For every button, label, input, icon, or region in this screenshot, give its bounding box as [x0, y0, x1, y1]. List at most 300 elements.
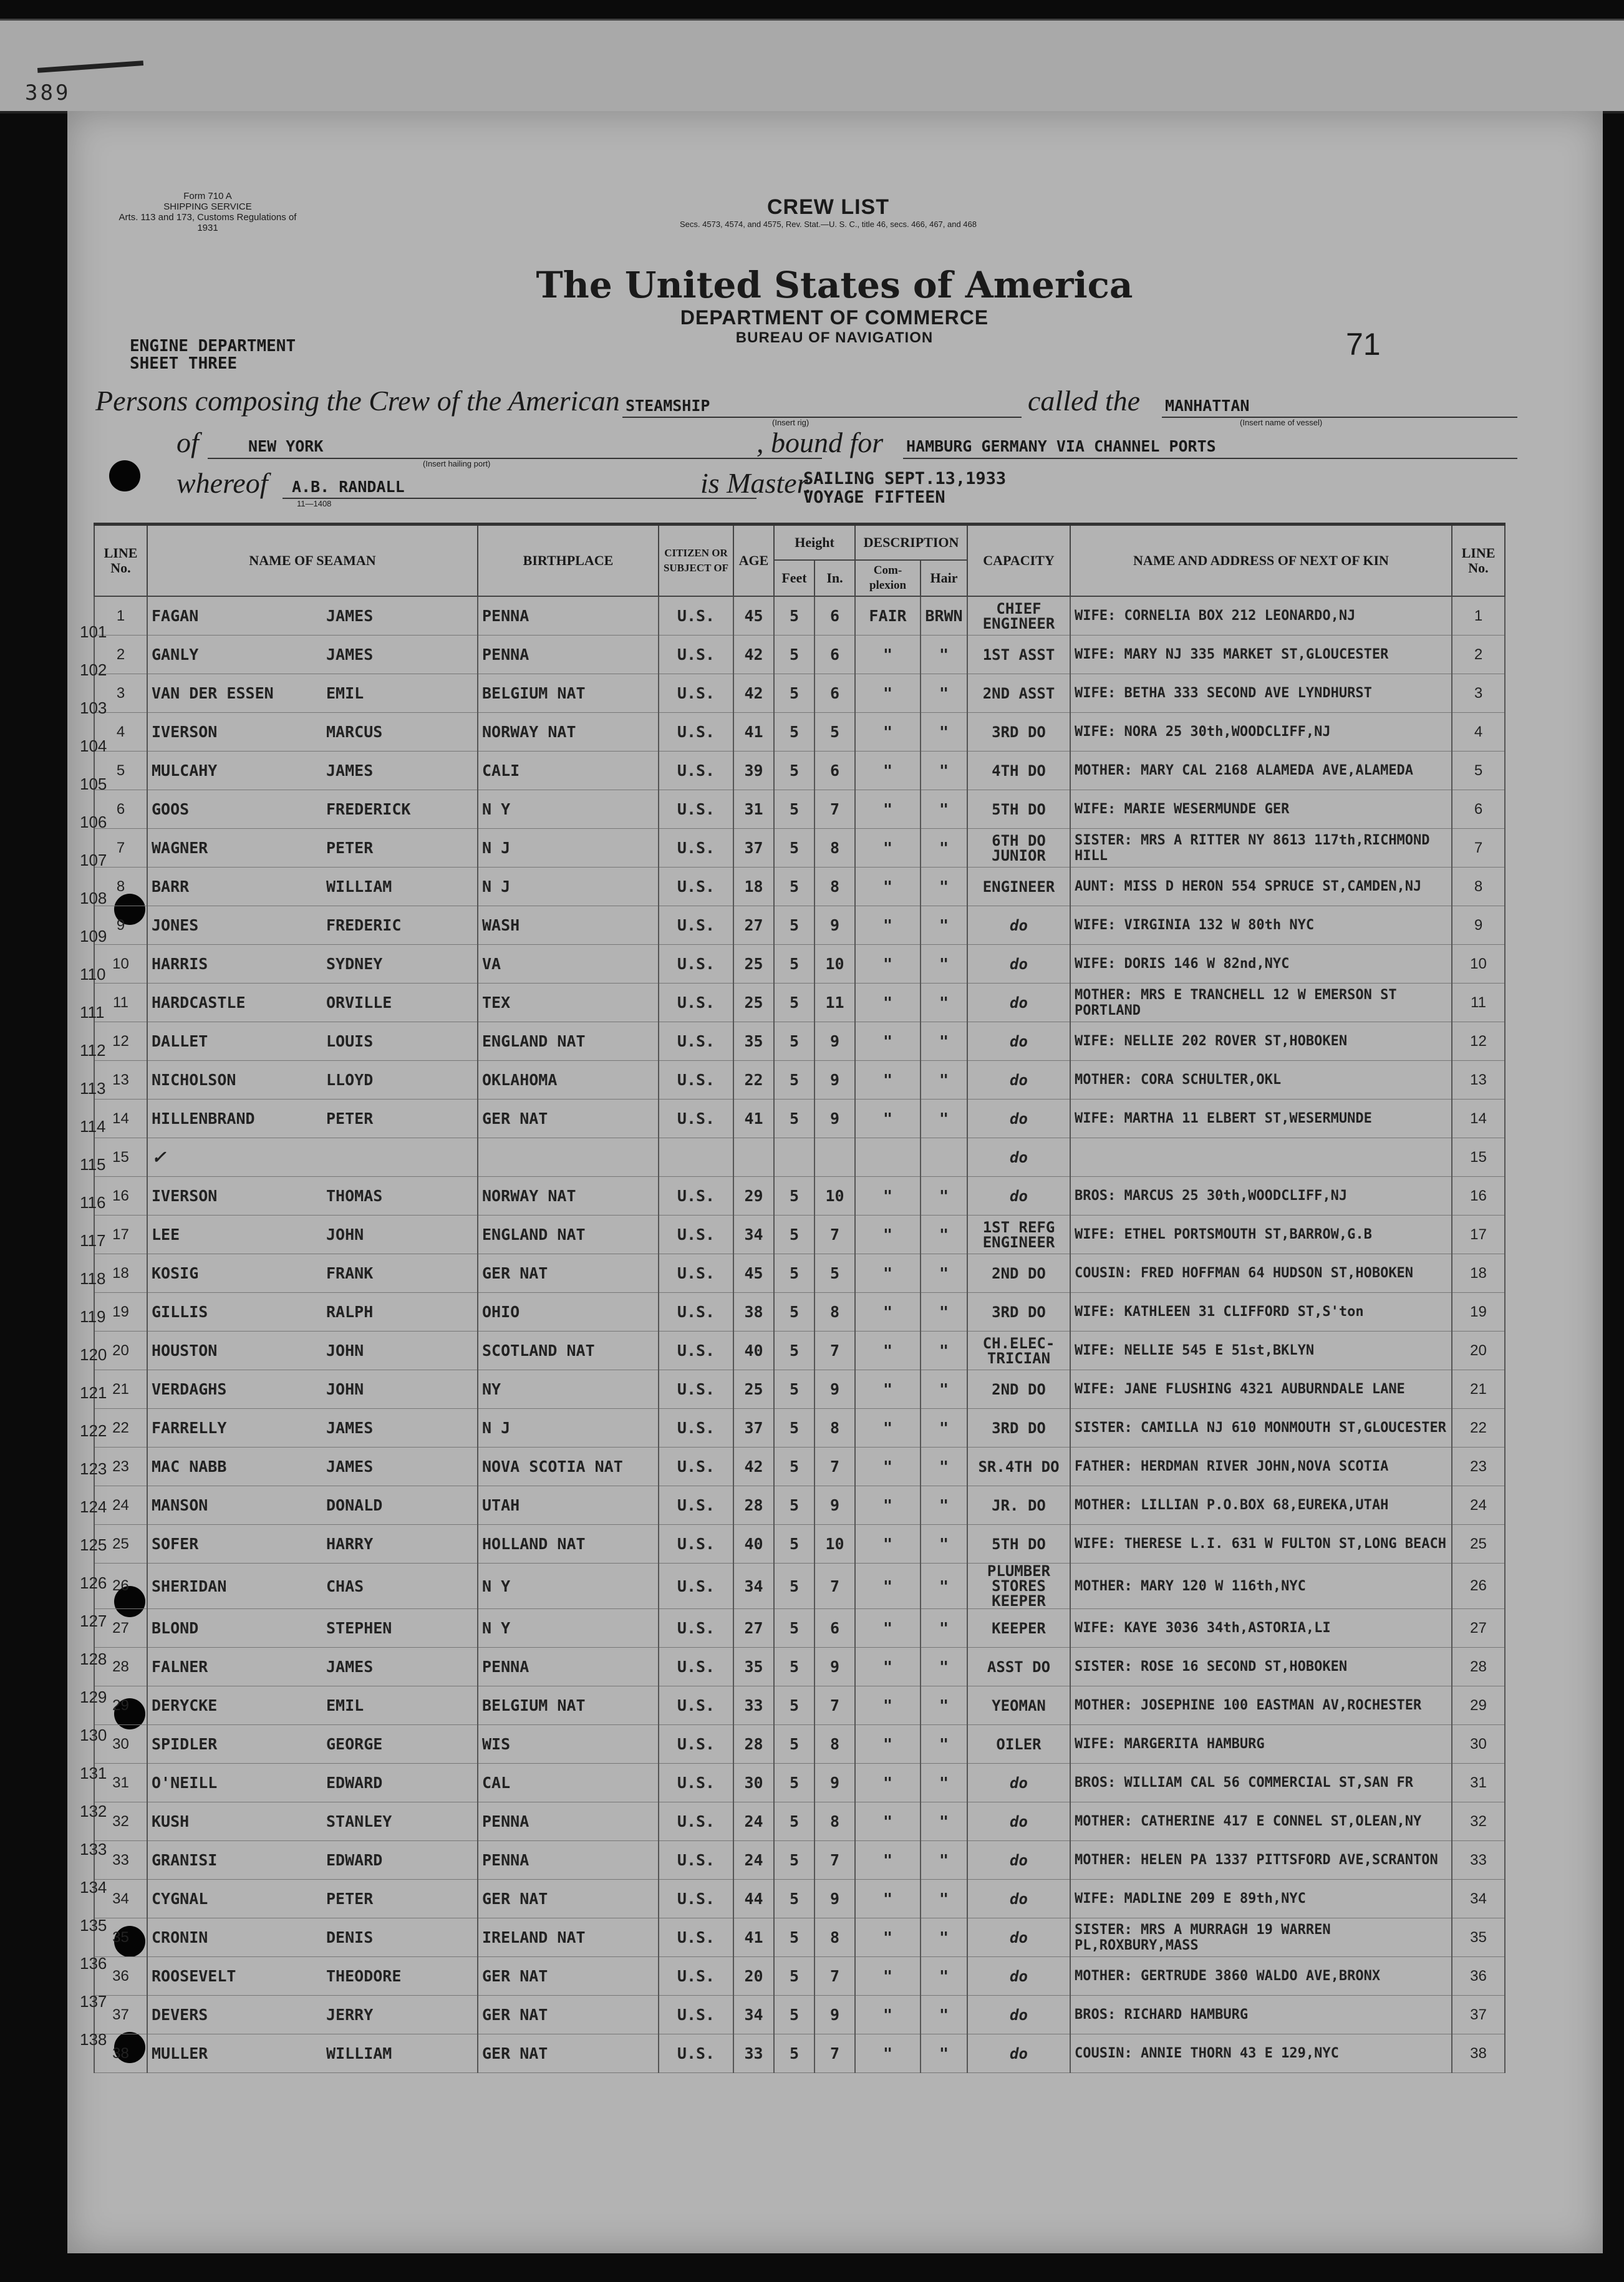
- crew-name: [147, 1841, 478, 1880]
- crew-name: [147, 1061, 478, 1100]
- age: 25: [733, 1370, 774, 1409]
- margin-number: 101: [80, 622, 107, 641]
- hair-color: ": [921, 1525, 967, 1564]
- citizenship: U.S.: [659, 1293, 733, 1332]
- surname: CRONIN: [152, 1928, 208, 1946]
- margin-number: 131: [80, 1764, 107, 1782]
- height-feet: 5: [774, 1216, 814, 1254]
- birthplace: GER NAT: [478, 1880, 659, 1918]
- complexion: ": [855, 1293, 921, 1332]
- row-line-number-right: 15: [1452, 1138, 1505, 1177]
- citizenship: U.S.: [659, 636, 733, 674]
- surname: DEVERS: [152, 2006, 208, 2024]
- capacity: ASST DO: [967, 1648, 1070, 1686]
- surname: KUSH: [152, 1812, 190, 1830]
- margin-number: 127: [80, 1612, 107, 1630]
- margin-number: 137: [80, 1992, 107, 2011]
- table-row: [94, 1841, 1505, 1880]
- row-line-number-right: 34: [1452, 1880, 1505, 1918]
- row-line-number-right: 11: [1452, 984, 1505, 1022]
- height-inches: 7: [814, 1841, 855, 1880]
- crew-name: [147, 1448, 478, 1486]
- citizenship: U.S.: [659, 1764, 733, 1802]
- next-of-kin: SISTER: CAMILLA NJ 610 MONMOUTH ST,GLOUCESTER: [1070, 1409, 1452, 1448]
- height-inches: 10: [814, 1525, 855, 1564]
- crew-name: [147, 1880, 478, 1918]
- height-inches: 8: [814, 829, 855, 868]
- given-name: CHAS: [326, 1577, 364, 1595]
- height-feet: 5: [774, 1061, 814, 1100]
- height-feet: [774, 1138, 814, 1177]
- height-inches: 9: [814, 1486, 855, 1525]
- sheet-line: SHEET THREE: [130, 354, 238, 373]
- capacity: SR.4TH DO: [967, 1448, 1070, 1486]
- row-line-number: 15: [94, 1138, 147, 1177]
- capacity: do: [967, 1100, 1070, 1138]
- birthplace: NY: [478, 1370, 659, 1409]
- surname: DERYCKE: [152, 1696, 218, 1714]
- given-name: FREDERIC: [326, 916, 402, 934]
- row-line-number: 28: [94, 1648, 147, 1686]
- crew-name: [147, 1764, 478, 1802]
- capacity: PLUMBER STORES KEEPER: [967, 1564, 1070, 1609]
- row-line-number: 21: [94, 1370, 147, 1409]
- col-inches: In.: [814, 560, 855, 596]
- crew-name: [147, 2034, 478, 2073]
- birthplace: NORWAY NAT: [478, 713, 659, 752]
- height-feet: 5: [774, 1370, 814, 1409]
- height-feet: 5: [774, 2034, 814, 2073]
- height-inches: 9: [814, 1370, 855, 1409]
- given-name: JOHN: [326, 1342, 364, 1360]
- surname: MULCAHY: [152, 761, 218, 780]
- margin-number: 115: [80, 1155, 106, 1174]
- destination-underline: [903, 458, 1517, 459]
- height-inches: 7: [814, 1564, 855, 1609]
- row-line-number-right: 4: [1452, 713, 1505, 752]
- height-feet: 5: [774, 790, 814, 829]
- bound-label: , bound for: [756, 427, 884, 458]
- next-of-kin: [1070, 1138, 1452, 1177]
- row-line-number: 32: [94, 1802, 147, 1841]
- next-of-kin: MOTHER: MARY CAL 2168 ALAMEDA AVE,ALAMEDA: [1070, 752, 1452, 790]
- row-line-number-right: 32: [1452, 1802, 1505, 1841]
- crew-name: [147, 1409, 478, 1448]
- height-inches: 9: [814, 1022, 855, 1061]
- voyage-number: VOYAGE FIFTEEN: [803, 488, 945, 507]
- next-of-kin: SISTER: ROSE 16 SECOND ST,HOBOKEN: [1070, 1648, 1452, 1686]
- birthplace: OHIO: [478, 1293, 659, 1332]
- row-line-number: 18: [94, 1254, 147, 1293]
- given-name: RALPH: [326, 1303, 374, 1321]
- of-label: of: [176, 427, 199, 458]
- citizenship: U.S.: [659, 1486, 733, 1525]
- given-name: JAMES: [326, 1458, 374, 1476]
- age: 42: [733, 1448, 774, 1486]
- table-row: [94, 868, 1505, 906]
- complexion: ": [855, 636, 921, 674]
- citizenship: U.S.: [659, 1564, 733, 1609]
- table-row: [94, 752, 1505, 790]
- citizenship: U.S.: [659, 1061, 733, 1100]
- hair-color: ": [921, 1293, 967, 1332]
- row-line-number: 38: [94, 2034, 147, 2073]
- age: 41: [733, 713, 774, 752]
- capacity: 5TH DO: [967, 790, 1070, 829]
- surname: ROOSEVELT: [152, 1967, 236, 1985]
- height-feet: 5: [774, 1725, 814, 1764]
- hair-color: [921, 1138, 967, 1177]
- crew-table-body: [94, 596, 1505, 2073]
- row-line-number-right: 29: [1452, 1686, 1505, 1725]
- col-kin: NAME AND ADDRESS OF NEXT OF KIN: [1070, 525, 1452, 597]
- age: 20: [733, 1957, 774, 1996]
- surname: HILLENBRAND: [152, 1110, 255, 1128]
- capacity: do: [967, 1841, 1070, 1880]
- complexion: ": [855, 945, 921, 984]
- row-line-number-right: 20: [1452, 1332, 1505, 1370]
- citizenship: U.S.: [659, 1841, 733, 1880]
- hair-color: ": [921, 1764, 967, 1802]
- next-of-kin: AUNT: MISS D HERON 554 SPRUCE ST,CAMDEN,NJ: [1070, 868, 1452, 906]
- capacity: 4TH DO: [967, 752, 1070, 790]
- hair-color: ": [921, 1370, 967, 1409]
- birthplace: N Y: [478, 1609, 659, 1648]
- margin-number: 125: [80, 1535, 107, 1554]
- next-of-kin: WIFE: NELLIE 202 ROVER ST,HOBOKEN: [1070, 1022, 1452, 1061]
- port-hint: (Insert hailing port): [423, 459, 491, 468]
- given-name: MARCUS: [326, 723, 383, 741]
- capacity: OILER: [967, 1725, 1070, 1764]
- row-line-number: 8: [94, 868, 147, 906]
- height-inches: 8: [814, 868, 855, 906]
- crew-name: [147, 674, 478, 713]
- row-line-number: 29: [94, 1686, 147, 1725]
- crew-name: [147, 636, 478, 674]
- hair-color: ": [921, 674, 967, 713]
- complexion: ": [855, 1254, 921, 1293]
- height-feet: 5: [774, 1486, 814, 1525]
- table-row: [94, 1725, 1505, 1764]
- row-line-number-right: 9: [1452, 906, 1505, 945]
- birthplace: OKLAHOMA: [478, 1061, 659, 1100]
- port-value: NEW YORK: [248, 437, 324, 455]
- capacity: do: [967, 1880, 1070, 1918]
- citizenship: U.S.: [659, 945, 733, 984]
- row-line-number: 5: [94, 752, 147, 790]
- capacity: 5TH DO: [967, 1525, 1070, 1564]
- height-inches: 6: [814, 752, 855, 790]
- citizenship: U.S.: [659, 1725, 733, 1764]
- margin-number: 113: [80, 1079, 106, 1098]
- surname: IVERSON: [152, 1187, 218, 1205]
- age: 28: [733, 1725, 774, 1764]
- next-of-kin: MOTHER: LILLIAN P.O.BOX 68,EUREKA,UTAH: [1070, 1486, 1452, 1525]
- row-line-number-right: 2: [1452, 636, 1505, 674]
- next-of-kin: MOTHER: CORA SCHULTER,OKL: [1070, 1061, 1452, 1100]
- capacity: 2ND ASST: [967, 674, 1070, 713]
- surname: IVERSON: [152, 723, 218, 741]
- row-line-number: 27: [94, 1609, 147, 1648]
- row-line-number: 1: [94, 596, 147, 636]
- surname: VERDAGHS: [152, 1380, 227, 1398]
- given-name: JOHN: [326, 1380, 364, 1398]
- height-feet: 5: [774, 1686, 814, 1725]
- height-feet: 5: [774, 1880, 814, 1918]
- table-row: [94, 636, 1505, 674]
- given-name: JOHN: [326, 1226, 364, 1244]
- next-of-kin: WIFE: MARGERITA HAMBURG: [1070, 1725, 1452, 1764]
- row-line-number-right: 1: [1452, 596, 1505, 636]
- complexion: ": [855, 1648, 921, 1686]
- hair-color: ": [921, 1802, 967, 1841]
- table-row: [94, 1061, 1505, 1100]
- row-line-number-right: 31: [1452, 1764, 1505, 1802]
- hair-color: ": [921, 1996, 967, 2034]
- table-row: [94, 1609, 1505, 1648]
- height-feet: 5: [774, 1332, 814, 1370]
- height-inches: 8: [814, 1409, 855, 1448]
- next-of-kin: WIFE: MARY NJ 335 MARKET ST,GLOUCESTER: [1070, 636, 1452, 674]
- next-of-kin: MOTHER: CATHERINE 417 E CONNEL ST,OLEAN,NY: [1070, 1802, 1452, 1841]
- col-height: Height: [774, 525, 855, 561]
- given-name: FREDERICK: [326, 800, 411, 818]
- citizenship: [659, 1138, 733, 1177]
- height-feet: 5: [774, 829, 814, 868]
- birthplace: N Y: [478, 1564, 659, 1609]
- sailing-info: [803, 470, 1006, 507]
- height-feet: 5: [774, 1648, 814, 1686]
- hair-color: ": [921, 636, 967, 674]
- complexion: ": [855, 1957, 921, 1996]
- row-line-number: 2: [94, 636, 147, 674]
- crew-list-heading: [604, 195, 1053, 229]
- surname: DALLET: [152, 1032, 208, 1050]
- department-line: ENGINE DEPARTMENT: [130, 337, 296, 355]
- next-of-kin: SISTER: MRS A RITTER NY 8613 117th,RICHMOND HILL: [1070, 829, 1452, 868]
- row-line-number-right: 10: [1452, 945, 1505, 984]
- margin-number: 124: [80, 1497, 107, 1516]
- given-name: PETER: [326, 839, 374, 857]
- complexion: ": [855, 1022, 921, 1061]
- capacity: do: [967, 945, 1070, 984]
- row-line-number-right: 23: [1452, 1448, 1505, 1486]
- citizenship: U.S.: [659, 1996, 733, 2034]
- row-line-number: 4: [94, 713, 147, 752]
- margin-number: 116: [80, 1193, 106, 1212]
- height-feet: 5: [774, 1022, 814, 1061]
- next-of-kin: MOTHER: JOSEPHINE 100 EASTMAN AV,ROCHESTER: [1070, 1686, 1452, 1725]
- hair-color: ": [921, 906, 967, 945]
- next-of-kin: WIFE: VIRGINIA 132 W 80th NYC: [1070, 906, 1452, 945]
- surname: HARRIS: [152, 955, 208, 973]
- row-line-number-right: 3: [1452, 674, 1505, 713]
- complexion: ": [855, 1802, 921, 1841]
- complexion: ": [855, 984, 921, 1022]
- surname: MAC NABB: [152, 1458, 227, 1476]
- height-feet: 5: [774, 636, 814, 674]
- surname: SPIDLER: [152, 1735, 218, 1753]
- complexion: ": [855, 1100, 921, 1138]
- table-row: [94, 1293, 1505, 1332]
- next-of-kin: BROS: RICHARD HAMBURG: [1070, 1996, 1452, 2034]
- height-inches: 7: [814, 1686, 855, 1725]
- birthplace: HOLLAND NAT: [478, 1525, 659, 1564]
- height-inches: 7: [814, 1332, 855, 1370]
- citizenship: U.S.: [659, 1332, 733, 1370]
- surname: FALNER: [152, 1658, 208, 1676]
- citizenship: U.S.: [659, 752, 733, 790]
- birthplace: BELGIUM NAT: [478, 1686, 659, 1725]
- height-inches: 5: [814, 713, 855, 752]
- vessel-name: MANHATTAN: [1165, 397, 1250, 415]
- margin-number: 107: [80, 851, 107, 869]
- crew-name: [147, 1138, 478, 1177]
- master-underline: [283, 498, 756, 499]
- hair-color: ": [921, 1448, 967, 1486]
- birthplace: GER NAT: [478, 1254, 659, 1293]
- margin-number: 134: [80, 1878, 107, 1897]
- called-label: called the: [1028, 385, 1141, 417]
- complexion: ": [855, 2034, 921, 2073]
- margin-number: 132: [80, 1802, 107, 1820]
- age: 29: [733, 1177, 774, 1216]
- birthplace: IRELAND NAT: [478, 1918, 659, 1957]
- age: 45: [733, 596, 774, 636]
- citizenship: U.S.: [659, 2034, 733, 2073]
- crew-table: [94, 523, 1506, 2073]
- birthplace: N J: [478, 868, 659, 906]
- birthplace: PENNA: [478, 1841, 659, 1880]
- surname: FAGAN: [152, 607, 199, 625]
- age: 37: [733, 1409, 774, 1448]
- row-line-number-right: 24: [1452, 1486, 1505, 1525]
- age: 34: [733, 1564, 774, 1609]
- crew-name: [147, 1022, 478, 1061]
- age: 33: [733, 1686, 774, 1725]
- surname: GILLIS: [152, 1303, 208, 1321]
- given-name: JAMES: [326, 645, 374, 664]
- next-of-kin: WIFE: ETHEL PORTSMOUTH ST,BARROW,G.B: [1070, 1216, 1452, 1254]
- margin-number: 103: [80, 699, 107, 717]
- capacity: 3RD DO: [967, 713, 1070, 752]
- crew-name: [147, 1996, 478, 2034]
- row-line-number-right: 21: [1452, 1370, 1505, 1409]
- row-line-number-right: 12: [1452, 1022, 1505, 1061]
- height-feet: 5: [774, 868, 814, 906]
- capacity: 1ST REFG ENGINEER: [967, 1216, 1070, 1254]
- rig-value: STEAMSHIP: [626, 397, 710, 415]
- table-row: [94, 1448, 1505, 1486]
- given-name: WILLIAM: [326, 878, 392, 896]
- capacity: do: [967, 1138, 1070, 1177]
- age: 35: [733, 1648, 774, 1686]
- citizenship: U.S.: [659, 906, 733, 945]
- margin-number: 114: [80, 1117, 106, 1136]
- height-inches: 8: [814, 1293, 855, 1332]
- hair-color: ": [921, 713, 967, 752]
- age: 41: [733, 1100, 774, 1138]
- row-line-number: 13: [94, 1061, 147, 1100]
- age: 35: [733, 1022, 774, 1061]
- capacity: CH.ELEC-TRICIAN: [967, 1332, 1070, 1370]
- complexion: ": [855, 790, 921, 829]
- row-line-number-right: 38: [1452, 2034, 1505, 2073]
- age: 33: [733, 2034, 774, 2073]
- age: 25: [733, 984, 774, 1022]
- citizenship: U.S.: [659, 868, 733, 906]
- birthplace: CALI: [478, 752, 659, 790]
- capacity: KEEPER: [967, 1609, 1070, 1648]
- given-name: LLOYD: [326, 1071, 374, 1089]
- given-name: EMIL: [326, 1696, 364, 1714]
- height-feet: 5: [774, 984, 814, 1022]
- birthplace: WIS: [478, 1725, 659, 1764]
- height-feet: 5: [774, 1841, 814, 1880]
- margin-number: 108: [80, 889, 107, 907]
- crew-name: [147, 1370, 478, 1409]
- crew-name: [147, 1686, 478, 1725]
- hair-color: ": [921, 1609, 967, 1648]
- surname: SHERIDAN: [152, 1577, 227, 1595]
- height-inches: 8: [814, 1802, 855, 1841]
- table-row: [94, 1022, 1505, 1061]
- surname: FARRELLY: [152, 1419, 227, 1437]
- hair-color: ": [921, 1216, 967, 1254]
- height-inches: 6: [814, 1609, 855, 1648]
- height-feet: 5: [774, 1448, 814, 1486]
- complexion: ": [855, 829, 921, 868]
- hair-color: ": [921, 984, 967, 1022]
- crew-name: [147, 1957, 478, 1996]
- col-hair: Hair: [921, 560, 967, 596]
- citizenship: U.S.: [659, 1022, 733, 1061]
- height-feet: 5: [774, 1100, 814, 1138]
- row-line-number: 9: [94, 906, 147, 945]
- hair-color: ": [921, 1686, 967, 1725]
- age: 25: [733, 945, 774, 984]
- row-line-number-right: 7: [1452, 829, 1505, 868]
- col-citizen: CITIZEN OR SUBJECT OF: [659, 525, 733, 597]
- citizenship: U.S.: [659, 1880, 733, 1918]
- height-inches: 5: [814, 1254, 855, 1293]
- row-line-number-right: 6: [1452, 790, 1505, 829]
- row-line-number: 17: [94, 1216, 147, 1254]
- complexion: ": [855, 1216, 921, 1254]
- vessel-underline: [1162, 417, 1517, 418]
- crew-name: [147, 1293, 478, 1332]
- surname: VAN DER ESSEN: [152, 684, 274, 702]
- hair-color: ": [921, 2034, 967, 2073]
- row-line-number-right: 18: [1452, 1254, 1505, 1293]
- capacity: do: [967, 1177, 1070, 1216]
- birthplace: PENNA: [478, 636, 659, 674]
- complexion: ": [855, 906, 921, 945]
- complexion: ": [855, 674, 921, 713]
- next-of-kin: FATHER: HERDMAN RIVER JOHN,NOVA SCOTIA: [1070, 1448, 1452, 1486]
- row-line-number: 12: [94, 1022, 147, 1061]
- crew-name: [147, 1802, 478, 1841]
- margin-number: 105: [80, 775, 107, 793]
- birthplace: ENGLAND NAT: [478, 1022, 659, 1061]
- capacity: 2ND DO: [967, 1254, 1070, 1293]
- citizenship: U.S.: [659, 1409, 733, 1448]
- crew-name: [147, 1216, 478, 1254]
- table-row: [94, 674, 1505, 713]
- given-name: JERRY: [326, 2006, 374, 2024]
- row-line-number-right: 30: [1452, 1725, 1505, 1764]
- row-line-number: 16: [94, 1177, 147, 1216]
